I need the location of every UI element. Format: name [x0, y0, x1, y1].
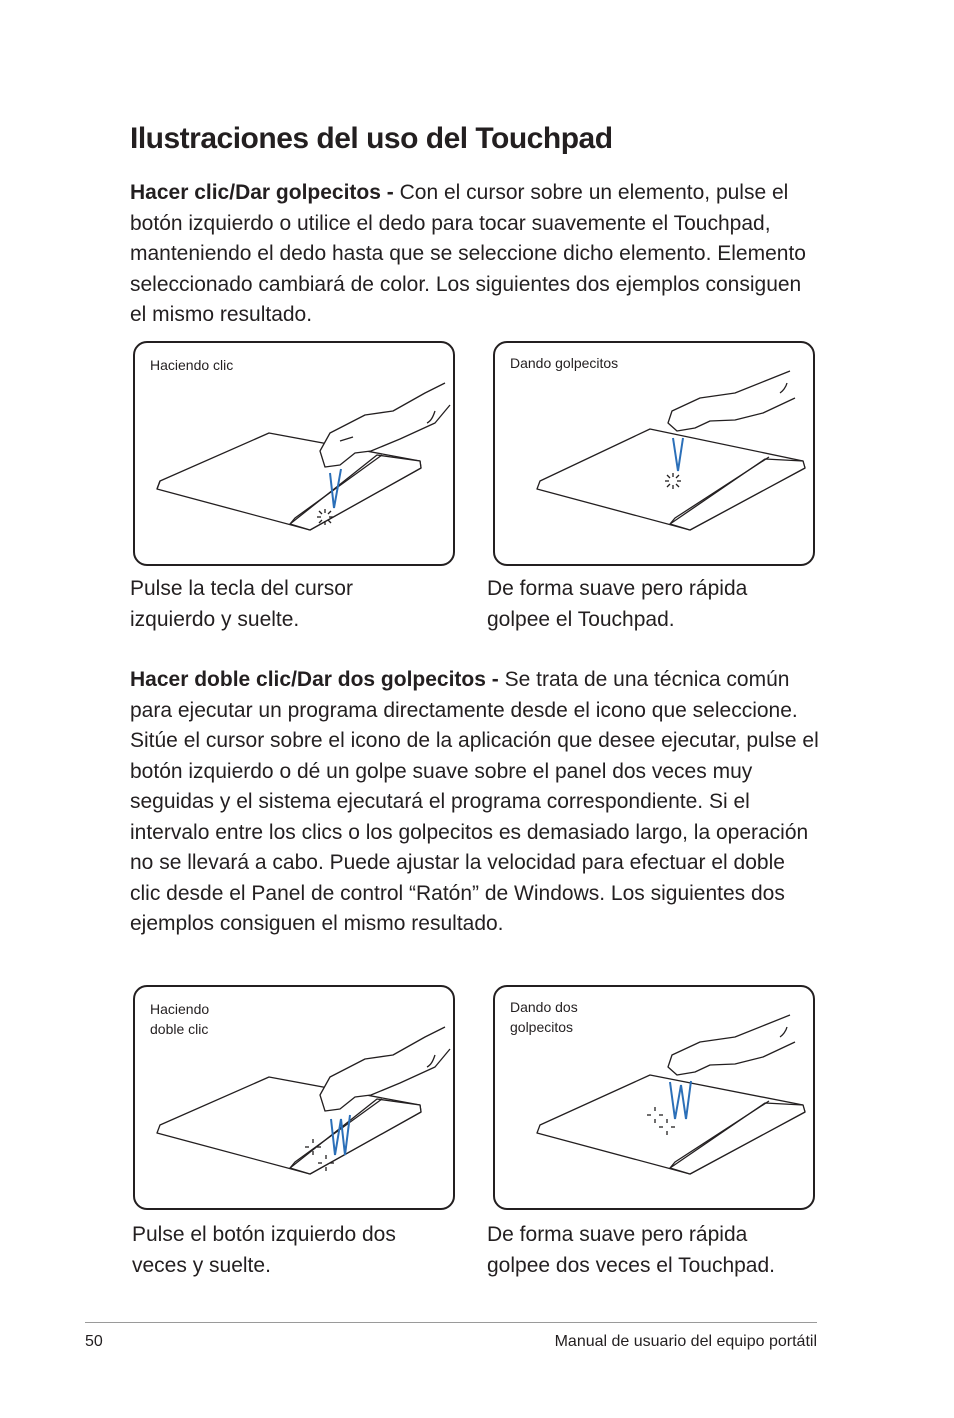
caption-click-line1: Pulse la tecla del cursor: [130, 577, 353, 600]
figure-tap-label: Dando golpecitos: [510, 355, 619, 371]
finger-outline: [668, 1015, 795, 1075]
figure-double-tap-label-line2: golpecitos: [510, 1019, 574, 1035]
section-double-click-heading: Hacer doble clic/Dar dos golpecitos -: [130, 668, 505, 691]
section-double-click-body: Se trata de una técnica común para ejecutar un programa directamente desde el icono que seleccione. Sitúe el cursor sobre el icono de la aplicación que desee ejecutar, pulse el botón izquierdo o dé un golpe suave sobre el panel dos veces muy seguidas y el sistema ejecutará el programa correspondiente. Si el intervalo entre los clics o los golpecitos es demasiado largo, la operación no se llevará a cabo. Puede ajustar la velocidad para efectuar el doble clic desde el Panel de control “Ratón” de Windows. Los siguientes dos ejemplos consiguen el mismo resultado.: [130, 668, 819, 935]
caption-double-tap-line2: golpee dos veces el Touchpad.: [487, 1254, 775, 1277]
touchpad-double-tap-illustration: [495, 987, 817, 1212]
figure-double-tap: [493, 985, 815, 1210]
caption-double-tap: [487, 1219, 775, 1281]
page-title: Ilustraciones del uso del Touchpad: [130, 122, 613, 155]
section-click-heading: Hacer clic/Dar golpecitos -: [130, 181, 400, 204]
caption-double-click-line2: veces y suelte.: [132, 1254, 271, 1277]
figure-click: [133, 341, 455, 566]
footer-divider: [85, 1322, 817, 1323]
caption-double-click: [132, 1219, 396, 1281]
touchpad-click-illustration: [135, 343, 457, 568]
section-double-click-paragraph: [130, 665, 820, 940]
touchpad-tap-illustration: [495, 343, 817, 568]
figure-double-click-label-line2: doble clic: [150, 1021, 209, 1037]
caption-click-line2: izquierdo y suelte.: [130, 608, 300, 631]
caption-click: [130, 573, 353, 635]
figure-double-tap-label-line1: Dando dos: [510, 999, 578, 1015]
caption-double-tap-line1: De forma suave pero rápida: [487, 1223, 748, 1246]
figure-click-label: Haciendo clic: [150, 357, 234, 373]
finger-outline: [668, 371, 795, 431]
touchpad-double-click-illustration: [135, 987, 457, 1212]
section-click-body: Con el cursor sobre un elemento, pulse el botón izquierdo o utilice el dedo para tocar suavemente el Touchpad, manteniendo el dedo hasta que se seleccione dicho elemento. Elemento seleccionado cambiará de color. Los siguientes dos ejemplos consiguen el mismo resultado.: [130, 181, 806, 326]
page-number: 50: [85, 1333, 103, 1350]
caption-tap-line1: De forma suave pero rápida: [487, 577, 748, 600]
caption-tap-line2: golpee el Touchpad.: [487, 608, 675, 631]
figure-tap: [493, 341, 815, 566]
figure-double-click-label-line1: Haciendo: [150, 1001, 210, 1017]
section-click-paragraph: [130, 178, 820, 331]
caption-tap: [487, 573, 747, 635]
figure-double-click: [133, 985, 455, 1210]
caption-double-click-line1: Pulse el botón izquierdo dos: [132, 1223, 396, 1246]
manual-title: Manual de usuario del equipo portátil: [554, 1333, 817, 1350]
